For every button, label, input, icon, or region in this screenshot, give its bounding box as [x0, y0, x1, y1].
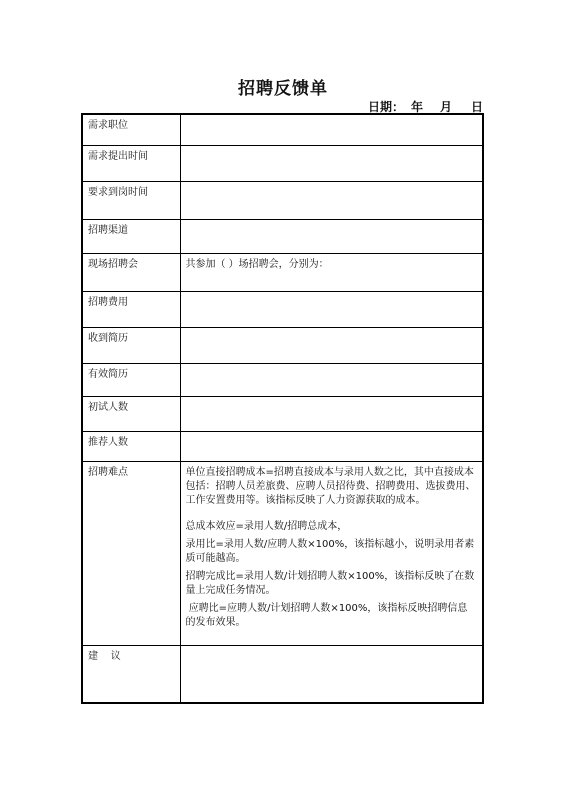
row-cost [82, 291, 483, 327]
date-month: 月 [440, 100, 453, 114]
field-suggestions[interactable] [180, 645, 483, 703]
row-valid-resumes [82, 363, 483, 396]
date-day: 日 [471, 100, 484, 114]
label-request-time: 需求提出时间 [82, 145, 180, 181]
field-difficulties[interactable] [180, 461, 483, 645]
row-channel [82, 219, 483, 253]
label-resumes-received: 收到简历 [82, 327, 180, 363]
field-arrival-time[interactable] [180, 181, 483, 219]
date-year: 年 [411, 100, 424, 114]
label-job-fair: 现场招聘会 [82, 253, 180, 291]
row-job-fair [82, 253, 483, 291]
metric-applicant-ratio: 应聘比=应聘人数/计划招聘人数×100%，该指标反映招聘信息的发布效果。 [185, 602, 468, 628]
form-title: 招聘反馈单 [238, 79, 328, 99]
label-difficulties: 招聘难点 [82, 461, 180, 645]
label-channel: 招聘渠道 [82, 219, 180, 253]
field-initial-interviews[interactable] [180, 396, 483, 431]
field-resumes-received[interactable] [180, 327, 483, 363]
field-recommended[interactable] [180, 431, 483, 461]
row-request-time [82, 145, 483, 181]
row-difficulties [82, 461, 483, 645]
field-position[interactable] [180, 114, 483, 145]
date-label: 日期： [368, 100, 405, 114]
row-suggestions [82, 645, 483, 703]
label-cost: 招聘费用 [82, 291, 180, 327]
field-cost[interactable] [180, 291, 483, 327]
row-resumes-received [82, 327, 483, 363]
label-valid-resumes: 有效简历 [82, 363, 180, 396]
metric-hire-ratio: 录用比=录用人数/应聘人数×100%，该指标越小，说明录用者素质可能越高。 [185, 538, 475, 564]
field-job-fair[interactable]: 共参加（ ）场招聘会，分别为： [180, 253, 483, 291]
metric-total-cost-effect: 总成本效应=录用人数/招聘总成本， [185, 520, 348, 532]
field-valid-resumes[interactable] [180, 363, 483, 396]
row-arrival-time [82, 181, 483, 219]
label-suggestions: 建 议 [82, 645, 180, 703]
row-position [82, 114, 483, 145]
label-position: 需求职位 [82, 114, 180, 145]
label-recommended: 推荐人数 [82, 431, 180, 461]
feedback-table [81, 113, 484, 704]
metric-completion-ratio: 招聘完成比=录用人数/计划招聘人数×100%，该指标反映了在数量上完成任务情况。 [185, 570, 475, 596]
field-request-time[interactable] [180, 145, 483, 181]
metric-unit-cost: 单位直接招聘成本=招聘直接成本与录用人数之比，其中直接成本包括：招聘人员差旅费、应聘人员招待费、招聘费用、选拔费用、工作安置费用等。该指标反映了人力资源获取的成本。 [185, 466, 476, 506]
row-initial-interviews [82, 396, 483, 431]
label-arrival-time: 要求到岗时间 [82, 181, 180, 219]
label-initial-interviews: 初试人数 [82, 396, 180, 431]
row-recommended [82, 431, 483, 461]
field-channel[interactable] [180, 219, 483, 253]
